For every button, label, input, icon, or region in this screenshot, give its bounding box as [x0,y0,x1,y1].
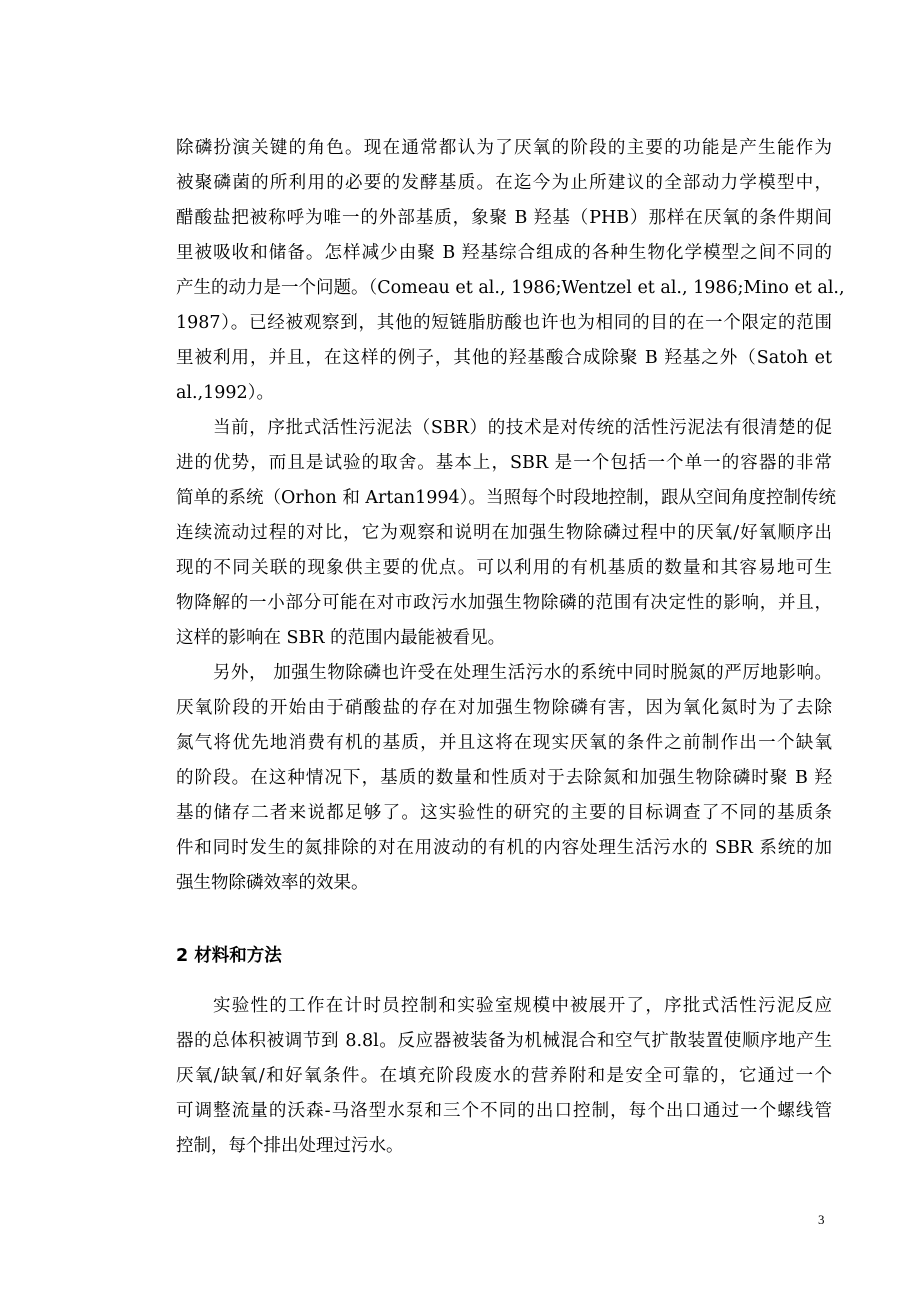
section-heading: 2 材料和方法 [176,946,282,966]
paragraph-line: 的阶段。在这种情况下，基质的数量和性质对于去除氮和加强生物除磷时聚 B 羟 [176,768,832,788]
paragraph-line: 可调整流量的沃森-马洛型水泵和三个不同的出口控制，每个出口通过一个螺线管 [176,1101,832,1121]
paragraph-line: 连续流动过程的对比，它为观察和说明在加强生物除磷过程中的厌氧/好氧顺序出 [176,523,832,543]
paragraph-line: 除磷扮演关键的角色。现在通常都认为了厌氧的阶段的主要的功能是产生能作为 [176,138,832,158]
paragraph-line: 简单的系统（Orhon 和 Artan1994）。当照每个时段地控制，跟从空间角度控制传统 [176,488,836,508]
paragraph-line: 醋酸盐把被称呼为唯一的外部基质，象聚 B 羟基（PHB）那样在厌氧的条件期间 [176,208,832,228]
paragraph-line: 控制，每个排出处理过污水。 [176,1136,404,1156]
paragraph-line: 基的储存二者来说都足够了。这实验性的研究的主要的目标调查了不同的基质条 [176,803,832,823]
paragraph-line: al.,1992）。 [176,383,274,403]
paragraph-line: 当前，序批式活性污泥法（SBR）的技术是对传统的活性污泥法有很清楚的促 [213,418,832,438]
paragraph-line: 里被利用，并且，在这样的例子，其他的羟基酸合成除聚 B 羟基之外（Satoh et [176,348,832,368]
paragraph-line: 氮气将优先地消费有机的基质，并且这将在现实厌氧的条件之前制作出一个缺氧 [176,733,832,753]
page-number: 3 [818,1212,825,1227]
paragraph-line: 被聚磷菌的所利用的必要的发酵基质。在迄今为止所建议的全部动力学模型中， [176,173,832,193]
paragraph-line: 厌氧阶段的开始由于硝酸盐的存在对加强生物除磷有害，因为氧化氮时为了去除 [176,698,832,718]
paragraph-line: 器的总体积被调节到 8.8l。反应器被装备为机械混合和空气扩散装置使顺序地产生 [176,1031,832,1051]
paragraph-line: 产生的动力是一个问题。（Comeau et al., 1986;Wentzel et al., 1986;Mino et al., [176,278,845,298]
paragraph-line: 1987）。已经被观察到，其他的短链脂肪酸也许也为相同的目的在一个限定的范围 [176,313,832,333]
paragraph-line: 另外， 加强生物除磷也许受在处理生活污水的系统中同时脱氮的严厉地影响。 [213,663,832,683]
paragraph-line: 强生物除磷效率的效果。 [176,873,369,893]
paragraph-line: 里被吸收和储备。怎样减少由聚 B 羟基综合组成的各种生物化学模型之间不同的 [176,243,832,263]
paragraph-line: 物降解的一小部分可能在对市政污水加强生物除磷的范围有决定性的影响，并且， [176,593,832,613]
paragraph-line: 实验性的工作在计时员控制和实验室规模中被展开了，序批式活性污泥反应 [213,996,832,1016]
paragraph-line: 厌氧/缺氧/和好氧条件。在填充阶段废水的营养附和是安全可靠的，它通过一个 [176,1066,832,1086]
paragraph-line: 这样的影响在 SBR 的范围内最能被看见。 [176,628,506,648]
paragraph-line: 现的不同关联的现象供主要的优点。可以利用的有机基质的数量和其容易地可生 [176,558,832,578]
paragraph-line: 进的优势，而且是试验的取舍。基本上，SBR 是一个包括一个单一的容器的非常 [176,453,832,473]
paragraph-line: 件和同时发生的氮排除的对在用波动的有机的内容处理生活污水的 SBR 系统的加 [176,838,832,858]
